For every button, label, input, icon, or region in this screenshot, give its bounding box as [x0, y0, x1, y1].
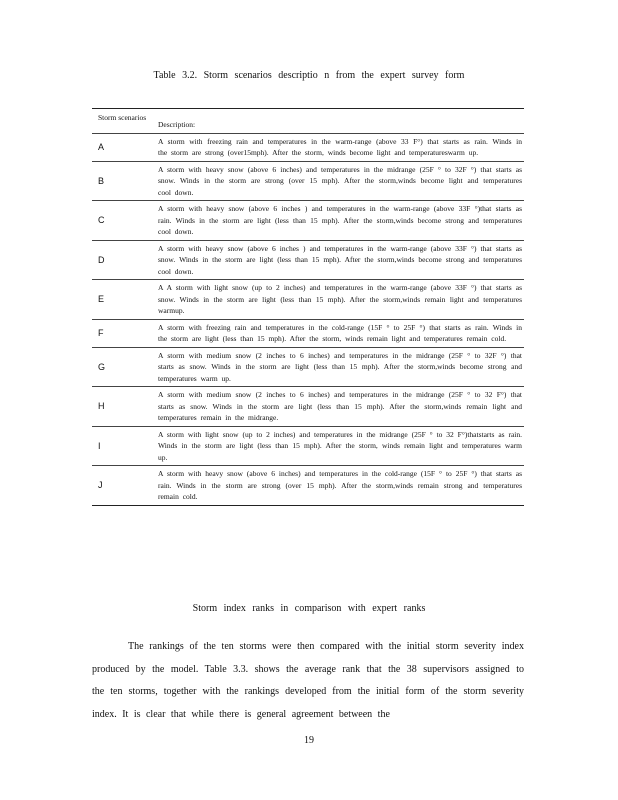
scenario-description: A storm with heavy snow (above 6 inches ) and temperatures in the warm-range (above 33F °) that starts as snow. Winds in the storm are light (less than 15 mph). After the storm,winds become strong and temperatures cool down. — [158, 243, 522, 276]
scenario-description: A storm with light snow (up to 2 inches) and temperatures in the midrange (25F ° to 32 F°)thatstarts as rain. Winds in the storm are light (less than 15 mph). After the storm, winds remain light and temperatures warm up. — [158, 429, 522, 462]
storm-scenarios-table — [92, 108, 524, 506]
scenario-id: D — [98, 254, 105, 265]
scenario-description: A A storm with light snow (up to 2 inches) and temperatures in the warm-range (above 33F °) that starts as snow. Winds in the storm are light (less than 15 mph). After the storm,winds remain light and temperatures warmup. — [158, 283, 522, 315]
scenario-id: I — [98, 440, 101, 451]
header-description: Description: — [158, 120, 196, 129]
scenario-description: A storm with heavy snow (above 6 inches) and temperatures in the midrange (25F ° to 32F °) that starts as snow. Winds in the storm are strong (over 15 mph). After the storm,winds become light and temperatures cool down. — [158, 164, 522, 197]
scenario-id: F — [98, 328, 104, 338]
table-row — [92, 133, 524, 161]
table-row — [92, 465, 524, 505]
scenario-id: C — [98, 215, 105, 226]
section-heading: Storm index ranks in comparison with expert ranks — [192, 603, 426, 614]
table-row — [92, 279, 524, 319]
scenario-id: A — [98, 142, 105, 152]
table-row — [92, 161, 524, 201]
scenario-description: A storm with medium snow (2 inches to 6 inches) and temperatures in the midrange (25F ° to 32 F°) that starts as snow. Winds in the storm are light (less than 15 mph). After the storm,winds remain light and temperatures remain in the midrange. — [158, 390, 522, 422]
table-caption: Table 3.2. Storm scenarios descriptio n from the expert survey form — [153, 70, 465, 81]
scenario-id: J — [98, 480, 103, 491]
table-row — [92, 240, 524, 280]
scenario-description: A storm with freezing rain and temperatures in the warm-range (above 33 F°) that starts as rain. Winds in the storm are strong (over15mph). After the storm, winds become light and temperatureswarm up. — [158, 136, 522, 157]
body-paragraph: The rankings of the ten storms were then compared with the initial storm severity index produced by the model. Table 3.3. shows the average rank that the 38 supervisors assigned to the ten storms, together with the rankings developed from the initial form of the storm severity index. It is clear that while there is general agreement between the — [92, 641, 524, 720]
table-row — [92, 426, 524, 466]
scenario-description: A storm with heavy snow (above 6 inches) and temperatures in the cold-range (15F ° to 25F °) that starts as rain. Winds in the storm are strong (over 15 mph). After the storm,winds remain strong and temperatures remain cold. — [158, 469, 522, 501]
scenario-description: A storm with medium snow (2 inches to 6 inches) and temperatures in the midrange (25F ° to 32F °) that starts as snow. Winds in the storm are light (less than 15 mph). After the storm,winds become strong and temperatures warm up. — [158, 350, 522, 383]
scenario-id: E — [98, 294, 105, 305]
header-storm-scenarios: Storm scenarios — [98, 113, 147, 122]
scenario-description: A storm with freezing rain and temperatures in the cold-range (15F ° to 25F °) that starts as rain. Winds in the storm are light (less than 15 mph). After the storm, winds remain light and temperatures remain cold. — [158, 322, 522, 343]
scenario-description: A storm with heavy snow (above 6 inches ) and temperatures in the warm-range (above 33F °)that starts as rain. Winds in the storm are light (less than 15 mph). After the storm,winds become strong and temperatures cool down. — [158, 204, 522, 236]
table-row — [92, 200, 524, 240]
table-row — [92, 319, 524, 347]
page-number: 19 — [304, 735, 314, 746]
table-row — [92, 386, 524, 426]
scenario-id: B — [98, 175, 105, 186]
table-row — [92, 347, 524, 387]
scenario-id: H — [98, 401, 105, 412]
scenario-id: G — [98, 361, 106, 372]
table-header-row — [92, 109, 524, 133]
